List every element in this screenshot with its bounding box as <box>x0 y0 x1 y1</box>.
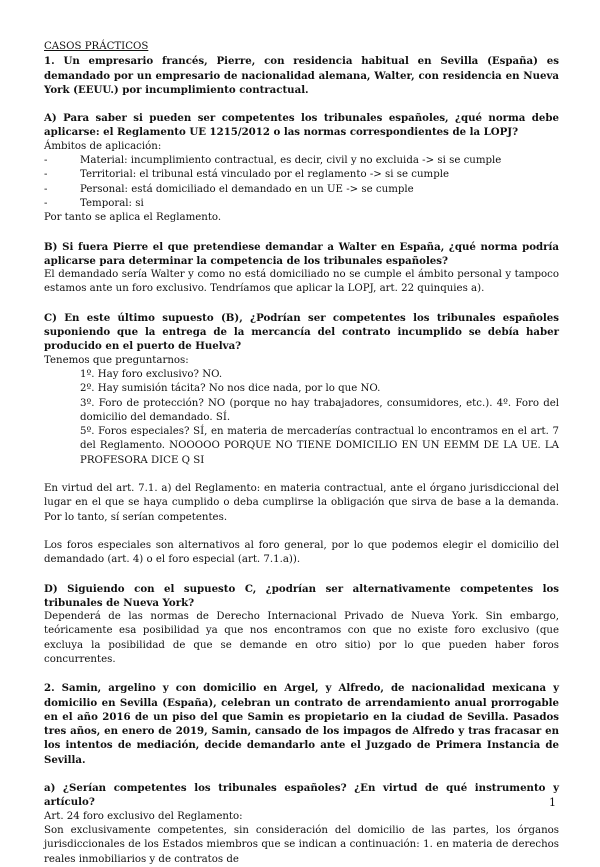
list-item: - Personal: está domiciliado el demandado en un UE -> se cumple <box>44 183 414 195</box>
list-item: 2º. Hay sumisión tácita? No nos dice nada, por lo que NO. <box>80 383 381 395</box>
question-c: C) En este último supuesto (B), ¿Podrían ser competentes los tribunales españoles suponiendo que la entrega de la mercancía del contrato incumplido se debía haber producido en el puerto de Huelva? <box>44 311 559 353</box>
case-1-statement: 1. Un empresario francés, Pierre, con residencia habitual en Sevilla (España) es demandado por un empresario de nacionalidad alemana, Walter, con residencia en Nueva York (EEUU.) por incumplimiento contractual. <box>44 55 559 96</box>
preguntas-label: Tenemos que preguntarnos: <box>44 354 189 366</box>
list-item: 3º. Foro de protección? NO (porque no hay trabajadores, consumidores, etc.). 4º. Foro del domicilio del demandado. SÍ. <box>80 397 559 423</box>
list-item: - Territorial: el tribunal está vinculado por el reglamento -> si se cumple <box>44 169 450 181</box>
section-heading: CASOS PRÁCTICOS <box>44 41 149 52</box>
answer-a-conclusion: Por tanto se aplica el Reglamento. <box>44 212 222 224</box>
article-24-label: Art. 24 foro exclusivo del Reglamento: <box>44 810 243 822</box>
answer-c-1: En virtud del art. 7.1. a) del Reglamento: en materia contractual, ante el órgano jurisdiccional del lugar en el que se haya cumplido o deba cumplirse la obligación que sirva de base a la demanda. Por lo tanto, sí serían competentes. <box>44 483 559 523</box>
case-2-statement: 2. Samin, argelino y con domicilio en Argel, y Alfredo, de nacionalidad mexicana y domicilio en Sevilla (España), celebran un contrato de arrendamiento anual prorrogable en el año 2016 de un piso del que Samin es propietario en la ciudad de Sevilla. Pasados tres años, en enero de 2019, Samin, cansado de los impagos de Alfredo y tras fracasar en los intentos de mediación, decide demandarlo ante el Juzgado de Primera Instancia de Sevilla. <box>44 682 559 766</box>
answer-b: El demandado sería Walter y como no está domiciliado no se cumple el ámbito personal y tampoco estamos ante un foro exclusivo. Tendríamos que aplicar la LOPJ, art. 22 quinquies a). <box>44 269 559 295</box>
page-number: 1 <box>549 796 556 809</box>
list-item: - Temporal: si <box>44 197 144 209</box>
answer-d: Dependerá de las normas de Derecho Internacional Privado de Nueva York. Sin embargo, teóricamente esa posibilidad ya que nos encontramos con que no existe foro exclusivo (que excluya la posibilidad de que se demande en otro sitio) por lo que pueden haber foros concurrentes. <box>44 611 559 665</box>
question-b: B) Si fuera Pierre el que pretendiese demandar a Walter en España, ¿qué norma podría aplicarse para determinar la competencia de los tribunales españoles? <box>44 240 559 267</box>
question-a: A) Para saber si pueden ser competentes los tribunales españoles, ¿qué norma debe aplicarse: el Reglamento UE 1215/2012 o las normas correspondientes de la LOPJ? <box>44 112 559 139</box>
list-item: - Material: incumplimiento contractual, es decir, civil y no excluida -> si se cumple <box>44 155 502 167</box>
ambitos-label: Ámbitos de aplicación: <box>44 140 162 152</box>
answer-c-2: Los foros especiales son alternativos al foro general, por lo que podemos elegir el domicilio del demandado (art. 4) o el foro especial (art. 7.1.a)). <box>44 539 559 566</box>
document-body <box>44 40 559 867</box>
list-item: 5º. Foros especiales? SÍ, en materia de mercaderías contractual lo encontramos en el art. 7 del Reglamento. NOOOOO PORQUE NO TIENE DOMICILIO EN UN EEMM DE LA UE. LA PROFESORA DICE Q SI <box>80 426 559 466</box>
answer-2a: Son exclusivamente competentes, sin consideración del domicilio de las partes, los órganos jurisdiccionales de los Estados miembros que se indican a continuación: 1. en materia de derechos reales inmobiliarios y de contratos de <box>44 824 559 865</box>
question-d: D) Siguiendo con el supuesto C, ¿podrían ser alternativamente competentes los tribunales de Nueva York? <box>44 582 559 609</box>
question-2a: a) ¿Serían competentes los tribunales españoles? ¿En virtud de qué instrumento y artículo? <box>44 782 559 809</box>
list-item: 1º. Hay foro exclusivo? NO. <box>80 368 223 380</box>
